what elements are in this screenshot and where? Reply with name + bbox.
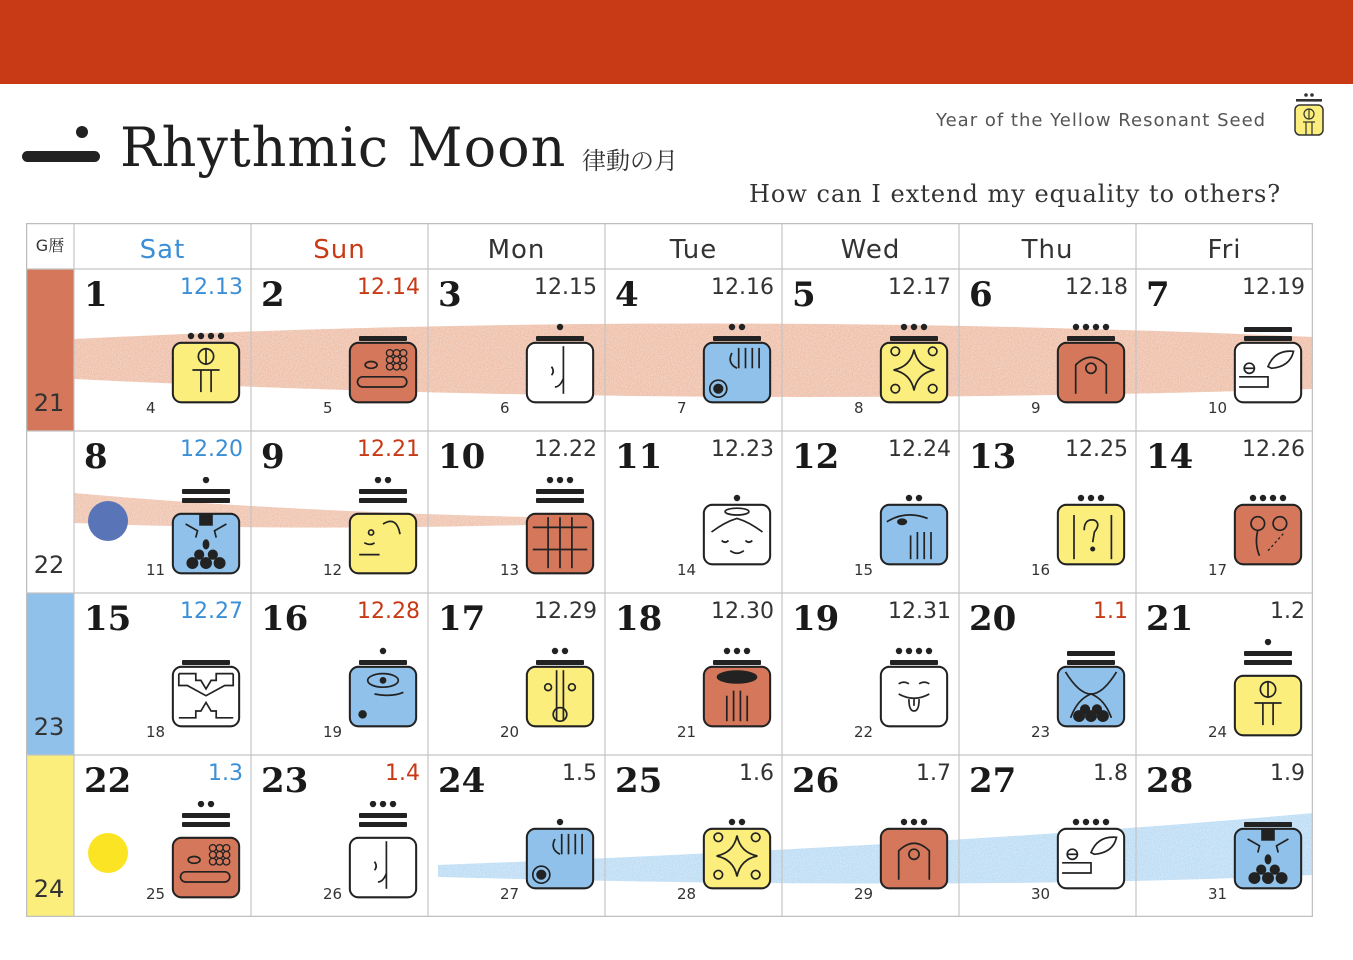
kin-number: 20	[500, 723, 520, 741]
gregorian-date: 12.20	[180, 437, 243, 462]
hand-seal-glyph-icon	[697, 315, 777, 427]
monkey-seal-glyph-icon	[1228, 801, 1308, 913]
moon-calendar-grid	[26, 223, 1313, 917]
moon-day-number: 10	[438, 437, 486, 477]
calendar-day-cell[interactable]	[959, 269, 1136, 431]
gregorian-week-label: 24	[33, 875, 65, 903]
gregorian-date: 12.14	[357, 275, 420, 300]
kin-number: 10	[1208, 399, 1228, 417]
wind-seal-glyph-icon	[874, 639, 954, 751]
gregorian-date: 1.2	[1270, 599, 1305, 624]
kin-number: 13	[500, 561, 520, 579]
year-label: Year of the Yellow Resonant Seed	[936, 110, 1267, 131]
kin-number: 4	[146, 399, 156, 417]
gregorian-date: 1.4	[385, 761, 420, 786]
calendar-day-cell[interactable]	[782, 755, 959, 917]
moon-day-number: 26	[792, 761, 840, 801]
hand-seal-glyph-icon	[520, 801, 600, 913]
calendar-day-cell[interactable]	[74, 269, 251, 431]
gregorian-date: 12.16	[711, 275, 774, 300]
kin-number: 30	[1031, 885, 1051, 903]
calendar-day-cell[interactable]	[605, 593, 782, 755]
moon-day-number: 11	[615, 437, 663, 477]
dog-seal-glyph-icon	[1051, 801, 1131, 913]
calendar-day-cell[interactable]	[1136, 593, 1313, 755]
moon-day-number: 4	[615, 275, 639, 315]
kin-number: 25	[146, 885, 166, 903]
human-seal-glyph-icon	[343, 477, 423, 589]
monkey-seal-glyph-icon	[166, 477, 246, 589]
storm-seal-glyph-icon	[343, 639, 423, 751]
worldbridger-seal-glyph-icon	[520, 315, 600, 427]
worldbridger-seal-glyph-icon	[343, 801, 423, 913]
moon-day-number: 8	[84, 437, 108, 477]
calendar-day-cell[interactable]	[782, 593, 959, 755]
gregorian-date: 12.23	[711, 437, 774, 462]
moon-day-number: 3	[438, 275, 462, 315]
moon-day-number: 16	[261, 599, 309, 639]
kin-number: 8	[854, 399, 864, 417]
page-title-japanese: 律動の月	[582, 147, 678, 175]
gregorian-date: 12.24	[888, 437, 951, 462]
weekday-header-sun: Sun	[313, 235, 366, 265]
moon-day-number: 1	[84, 275, 108, 315]
calendar-day-cell[interactable]	[74, 431, 251, 593]
weekday-header-sat: Sat	[139, 235, 186, 265]
calendar-day-cell[interactable]	[1136, 269, 1313, 431]
calendar-day-cell[interactable]	[251, 431, 428, 593]
star-seal-glyph-icon	[874, 315, 954, 427]
calendar-day-cell[interactable]	[74, 593, 251, 755]
yellow-seed-glyph-icon	[1292, 92, 1326, 138]
kin-number: 7	[677, 399, 687, 417]
kin-number: 17	[1208, 561, 1228, 579]
kin-number: 5	[323, 399, 333, 417]
earth-seal-glyph-icon	[1228, 477, 1308, 589]
calendar-day-cell[interactable]	[959, 755, 1136, 917]
moon-seal-glyph-icon	[1051, 315, 1131, 427]
gregorian-date: 12.19	[1242, 275, 1305, 300]
kin-number: 14	[677, 561, 697, 579]
moon-day-number: 22	[84, 761, 132, 801]
gregorian-date: 1.1	[1093, 599, 1128, 624]
kin-number: 6	[500, 399, 510, 417]
kin-number: 24	[1208, 723, 1228, 741]
calendar-day-cell[interactable]	[605, 755, 782, 917]
gregorian-date: 1.6	[739, 761, 774, 786]
kin-number: 16	[1031, 561, 1051, 579]
moon-day-number: 25	[615, 761, 663, 801]
monthly-question: How can I extend my equality to others?	[749, 180, 1282, 208]
kin-number: 9	[1031, 399, 1041, 417]
calendar-day-cell[interactable]	[428, 431, 605, 593]
kin-number: 18	[146, 723, 166, 741]
moon-day-number: 27	[969, 761, 1017, 801]
night-seal-glyph-icon	[1051, 639, 1131, 751]
calendar-day-cell[interactable]	[428, 755, 605, 917]
moon-day-number: 5	[792, 275, 816, 315]
calendar-day-cell[interactable]	[605, 269, 782, 431]
calendar-day-cell[interactable]	[428, 269, 605, 431]
moon-day-number: 13	[969, 437, 1017, 477]
moon-day-number: 2	[261, 275, 285, 315]
weekday-header-fri: Fri	[1207, 235, 1242, 265]
gregorian-date: 12.15	[534, 275, 597, 300]
kin-number: 28	[677, 885, 697, 903]
moon-day-number: 14	[1146, 437, 1194, 477]
gregorian-date: 1.7	[916, 761, 951, 786]
moon-day-number: 21	[1146, 599, 1194, 639]
moon-seal-glyph-icon	[874, 801, 954, 913]
gregorian-week-label: 22	[33, 551, 65, 579]
kin-number: 29	[854, 885, 874, 903]
gregorian-date: 12.21	[357, 437, 420, 462]
dog-seal-glyph-icon	[1228, 315, 1308, 427]
star-seal-glyph-icon	[697, 801, 777, 913]
moon-day-number: 6	[969, 275, 993, 315]
kin-number: 11	[146, 561, 166, 579]
gregorian-date: 12.28	[357, 599, 420, 624]
gregorian-date: 1.5	[562, 761, 597, 786]
gregorian-date: 12.30	[711, 599, 774, 624]
page-title: Rhythmic Moon	[120, 116, 567, 179]
gregorian-date: 12.27	[180, 599, 243, 624]
kin-number: 19	[323, 723, 343, 741]
kin-number: 22	[854, 723, 874, 741]
calendar-day-cell[interactable]	[1136, 431, 1313, 593]
gregorian-date: 12.18	[1065, 275, 1128, 300]
calendar-day-cell[interactable]	[428, 593, 605, 755]
moon-day-number: 15	[84, 599, 132, 639]
gregorian-date: 12.29	[534, 599, 597, 624]
moon-day-number: 9	[261, 437, 285, 477]
gregorian-date: 1.8	[1093, 761, 1128, 786]
kin-number: 23	[1031, 723, 1051, 741]
top-color-bar	[0, 0, 1353, 84]
serpent-seal-glyph-icon	[166, 801, 246, 913]
moon-day-number: 17	[438, 599, 486, 639]
moon-day-number: 28	[1146, 761, 1194, 801]
calendar-day-cell[interactable]	[605, 431, 782, 593]
calendar-day-cell[interactable]	[1136, 755, 1313, 917]
calendar-day-cell[interactable]	[782, 431, 959, 593]
kin-number: 31	[1208, 885, 1228, 903]
weekday-header-wed: Wed	[840, 235, 901, 265]
calendar-day-cell[interactable]	[74, 755, 251, 917]
kin-number: 12	[323, 561, 343, 579]
moon-day-number: 20	[969, 599, 1017, 639]
kin-number: 21	[677, 723, 697, 741]
dragon-seal-glyph-icon	[697, 639, 777, 751]
weekday-header-mon: Mon	[487, 235, 546, 265]
sun-seal-glyph-icon	[520, 639, 600, 751]
gregorian-date: 12.25	[1065, 437, 1128, 462]
weekday-header-thu: Thu	[1021, 235, 1074, 265]
kin-number: 26	[323, 885, 343, 903]
seed-seal-glyph-icon	[1228, 639, 1308, 751]
gregorian-corner-label: G暦	[35, 236, 65, 255]
moon-tone-symbol-icon	[22, 126, 102, 166]
calendar-day-cell[interactable]	[959, 593, 1136, 755]
skywalker-seal-glyph-icon	[520, 477, 600, 589]
gregorian-week-label: 21	[33, 389, 65, 417]
moon-day-number: 12	[792, 437, 840, 477]
gregorian-week-label: 23	[33, 713, 65, 741]
kin-number: 15	[854, 561, 874, 579]
calendar-day-cell[interactable]	[251, 755, 428, 917]
serpent-seal-glyph-icon	[343, 315, 423, 427]
calendar-day-cell[interactable]	[251, 269, 428, 431]
gregorian-date: 12.31	[888, 599, 951, 624]
wizard-seal-glyph-icon	[697, 477, 777, 589]
weekday-header-tue: Tue	[669, 235, 718, 265]
calendar-day-cell[interactable]	[782, 269, 959, 431]
gregorian-date: 12.22	[534, 437, 597, 462]
moon-day-number: 24	[438, 761, 486, 801]
kin-number: 27	[500, 885, 520, 903]
gregorian-date: 12.17	[888, 275, 951, 300]
gregorian-date: 12.13	[180, 275, 243, 300]
calendar-day-cell[interactable]	[251, 593, 428, 755]
seed-seal-glyph-icon	[166, 315, 246, 427]
gregorian-date: 1.9	[1270, 761, 1305, 786]
moon-day-number: 23	[261, 761, 309, 801]
moon-day-number: 7	[1146, 275, 1170, 315]
calendar-day-cell[interactable]	[959, 431, 1136, 593]
moon-day-number: 19	[792, 599, 840, 639]
gregorian-date: 12.26	[1242, 437, 1305, 462]
mirror-seal-glyph-icon	[166, 639, 246, 751]
gregorian-date: 1.3	[208, 761, 243, 786]
eagle-seal-glyph-icon	[874, 477, 954, 589]
warrior-seal-glyph-icon	[1051, 477, 1131, 589]
moon-day-number: 18	[615, 599, 663, 639]
